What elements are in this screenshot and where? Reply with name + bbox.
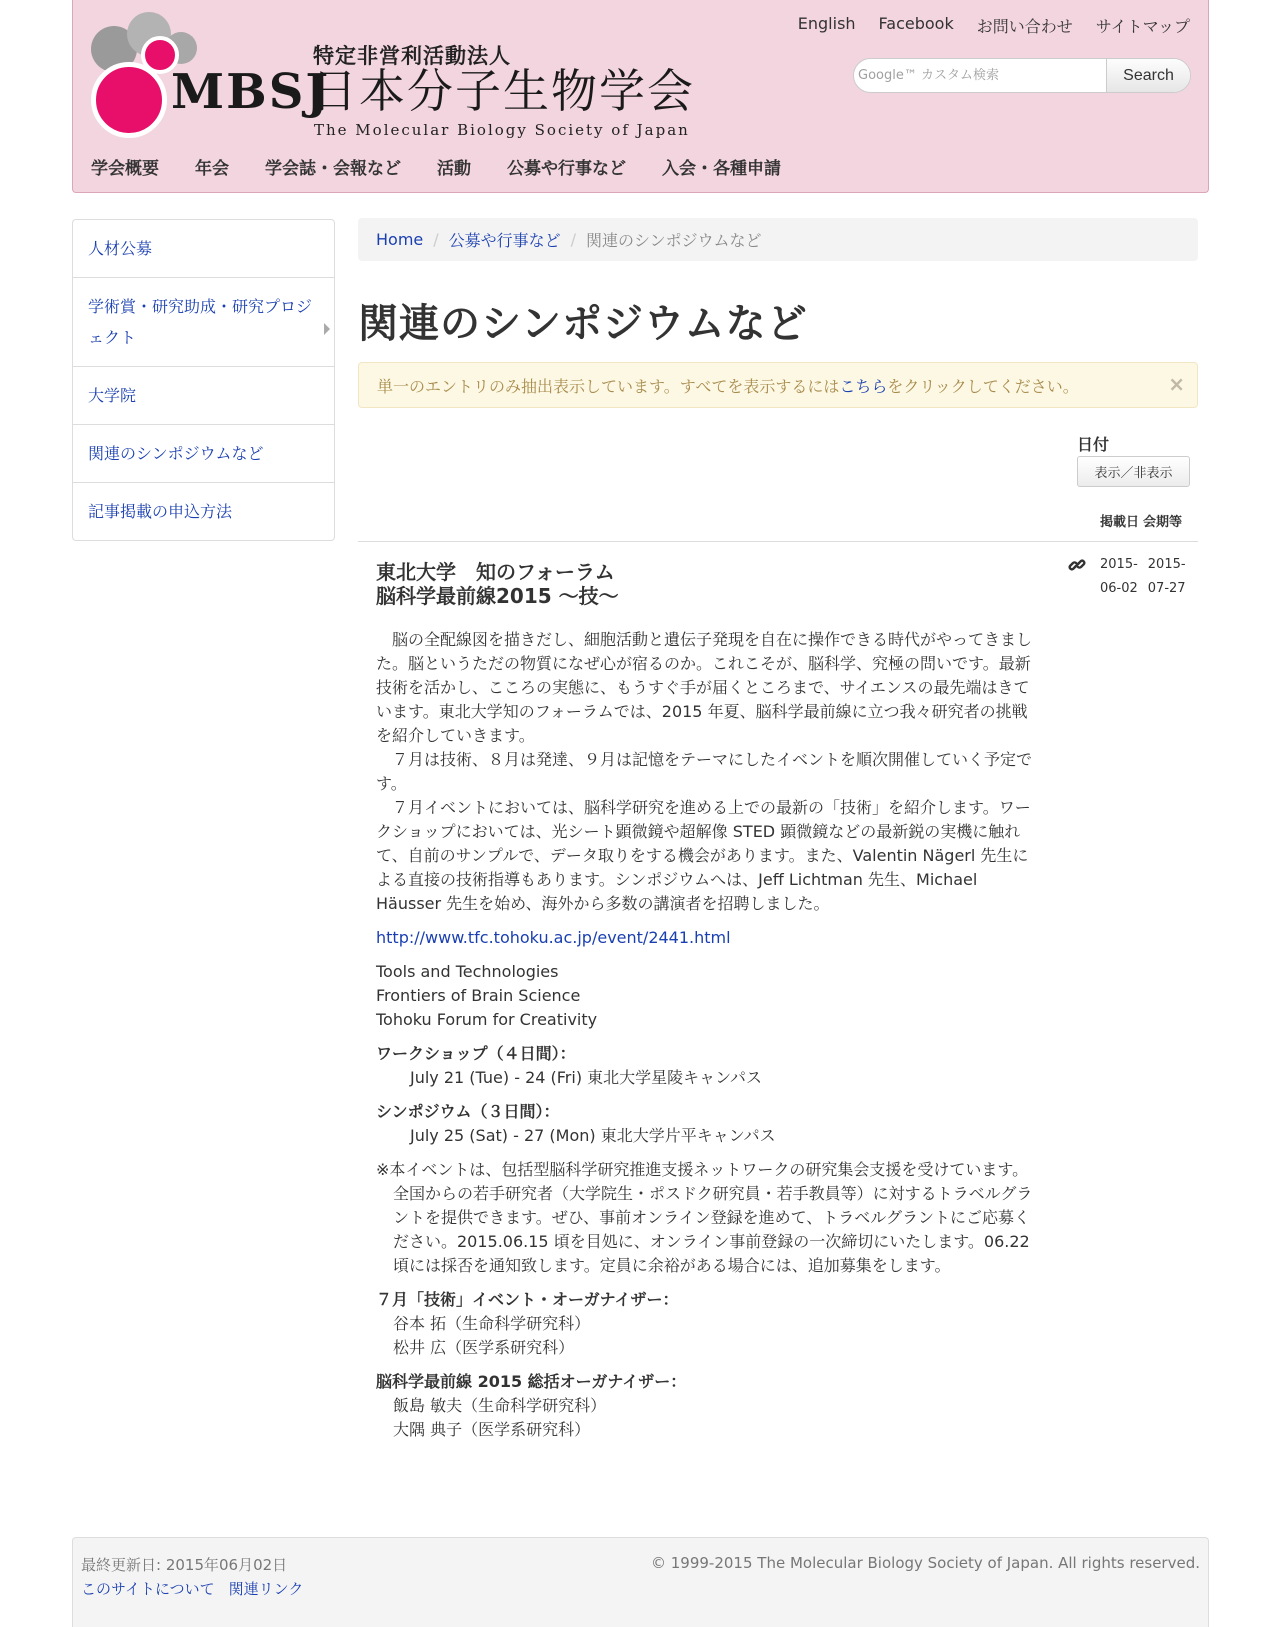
page-title: 関連のシンポジウムなど <box>358 301 808 347</box>
site-header <box>72 0 1209 193</box>
col-header-posted: 掲載日 <box>1100 515 1140 530</box>
main-nav <box>91 154 817 179</box>
breadcrumb-home[interactable]: Home <box>376 230 424 249</box>
organizers-july-heading: ７月「技術」イベント・オーガナイザー： <box>376 1290 679 1309</box>
entry-paragraph: ７月は技術、８月は発達、９月は記憶をテーマにしたイベントを順次開催していく予定です。 <box>376 750 1033 793</box>
date-column-label: 日付 <box>1077 435 1110 454</box>
sidebar-item-symposiums[interactable]: 関連のシンポジウムなど <box>73 425 334 483</box>
logo-name-jp[interactable]: 日本分子生物学会 <box>311 64 695 118</box>
divider <box>358 541 1198 542</box>
alert-text: 単一のエントリのみ抽出表示しています。すべてを表示するには <box>377 376 840 396</box>
link-contact[interactable]: お問い合わせ <box>976 17 1073 36</box>
logo-npo-label: 特定非営利活動法人 <box>313 43 511 68</box>
organizers-general-heading: 脳科学最前線 2015 総括オーガナイザー： <box>376 1372 687 1391</box>
organizer-name: 松井 広（医学系研究科） <box>393 1338 575 1357</box>
symposium-info <box>376 1100 1040 1148</box>
nav-item-annual-meeting[interactable]: 年会 <box>195 159 229 179</box>
event-english-title: Tools and Technologies Frontiers of Brain Science Tohoku Forum for Creativity <box>376 962 598 1029</box>
link-facebook[interactable]: Facebook <box>878 14 954 33</box>
sidebar-item-submission[interactable]: 記事掲載の申込方法 <box>88 502 233 521</box>
organizer-name: 谷本 拓（生命科学研究科） <box>393 1314 591 1333</box>
utility-links <box>798 14 1190 37</box>
filter-alert <box>358 362 1198 408</box>
breadcrumb <box>358 218 1198 261</box>
footer-links <box>81 1578 303 1599</box>
nav-item-activities[interactable]: 活動 <box>437 159 471 179</box>
breadcrumb-recruit-events[interactable]: 公募や行事など <box>448 231 561 250</box>
sidebar-item-graduate[interactable]: 大学院 <box>73 367 334 425</box>
nav-item-about[interactable]: 学会概要 <box>91 159 159 179</box>
sidebar-item-awards[interactable] <box>73 278 334 367</box>
entry-paragraph: 脳の全配線図を描きだし、細胞活動と遺伝子発現を自在に操作できる時代がやってきました。脳というただの物質になぜ心が宿るのか。これこそが、脳科学、究極の問いです。最新技術を活かし、こころの実態に、もうすぐ手が届くところまで、サイエンスの最先端はきています。東北大学知のフォーラムでは、2015 年夏、脳科学最前線に立つ我々研究者の挑戦を紹介していきます。 <box>376 630 1033 745</box>
last-updated: 最終更新日: 2015年06月02日 <box>81 1556 288 1574</box>
nav-item-journal[interactable]: 学会誌・会報など <box>265 159 401 179</box>
nav-item-membership[interactable]: 入会・各種申請 <box>662 159 781 179</box>
sidebar-item-jobs[interactable]: 人材公募 <box>73 220 334 278</box>
breadcrumb-separator: / <box>570 230 577 249</box>
link-english[interactable]: English <box>797 14 856 33</box>
alert-show-all-link[interactable]: こちら <box>839 376 888 396</box>
workshop-heading: ワークショップ（４日間）： <box>376 1044 576 1063</box>
entry-dates <box>1100 553 1186 601</box>
organizers-july <box>376 1288 1040 1360</box>
breadcrumb-separator: / <box>433 230 439 249</box>
footer-link-about[interactable]: このサイトについて <box>81 1580 215 1598</box>
close-icon[interactable]: × <box>1168 372 1185 396</box>
sidebar <box>72 219 335 541</box>
event-url-link[interactable]: http://www.tfc.tohoku.ac.jp/event/2441.html <box>376 928 731 947</box>
entry-body <box>376 628 1040 1442</box>
symposium-detail: July 25 (Sat) - 27 (Mon) 東北大学片平キャンパス <box>410 1126 776 1145</box>
entry-posted-date: 2015- 06-02 <box>1100 557 1138 596</box>
symposium-heading: シンポジウム（３日間）： <box>376 1102 560 1121</box>
link-icon[interactable] <box>1068 556 1086 574</box>
column-headers <box>1100 511 1182 530</box>
entry-title-line1: 東北大学 知のフォーラム <box>376 560 615 584</box>
footer-link-related[interactable]: 関連リンク <box>228 1580 304 1598</box>
workshop-detail: July 21 (Tue) - 24 (Fri) 東北大学星陵キャンパス <box>410 1068 763 1087</box>
entry-paragraph: ７月イベントにおいては、脳科学研究を進める上での最新の「技術」を紹介します。ワークショップにおいては、光シート顕微鏡や超解像 STED 顕微鏡などの最新鋭の実機に触れて、自前のサンプルで、データ取りをする機会があります。また、Valentin Nägerl 先生による直接の技術指導もあります。シンポジウムへは、Jeff Lichtman 先生、Michael Häusser 先生を始め、海外から多数の講演者を招聘しました。 <box>376 798 1031 913</box>
entry-title-line2: 脳科学最前線2015 〜技〜 <box>376 584 619 608</box>
search-box <box>853 58 1191 93</box>
toggle-dates-button[interactable]: 表示／非表示 <box>1077 456 1190 487</box>
chevron-right-icon <box>324 323 330 335</box>
travel-grant-note: ※本イベントは、包括型脳科学研究推進支援ネットワークの研究集会支援を受けています。全国からの若手研究者（大学院生・ポスドク研究員・若手教員等）に対するトラベルグラントを提供できます。ぜひ、事前オンライン登録を進めて、トラベルグラントにご応募ください。2015.06.15 頃を目処に、オンライン事前登録の一次締切にいたします。06.22 頃には採否を通知致します。定員に余裕がある場合には、追加募集をします。 <box>376 1160 1033 1275</box>
organizer-name: 飯島 敏夫（生命科学研究科） <box>393 1396 607 1415</box>
copyright: © 1999-2015 The Molecular Biology Society of Japan. All rights reserved. <box>650 1554 1200 1572</box>
logo-name-en: The Molecular Biology Society of Japan <box>314 121 690 139</box>
nav-item-recruit-events[interactable]: 公募や行事など <box>507 159 626 179</box>
link-sitemap[interactable]: サイトマップ <box>1095 17 1190 36</box>
organizer-name: 大隅 典子（医学系研究科） <box>393 1420 591 1439</box>
search-input[interactable] <box>854 59 1108 92</box>
site-footer <box>72 1537 1209 1627</box>
entry-period-date: 2015- 07-27 <box>1147 557 1186 596</box>
organizers-general <box>376 1370 1040 1442</box>
search-button[interactable]: Search <box>1106 59 1190 92</box>
breadcrumb-current: 関連のシンポジウムなど <box>586 231 762 250</box>
sidebar-item-label: 学術賞・研究助成・研究プロジェクト <box>88 297 313 347</box>
alert-text-tail: をクリックしてください。 <box>887 376 1079 396</box>
logo-abbr[interactable]: MBSJ <box>171 64 331 120</box>
entry-title <box>376 560 976 608</box>
workshop-info <box>376 1042 1040 1090</box>
col-header-period: 会期等 <box>1143 515 1183 530</box>
